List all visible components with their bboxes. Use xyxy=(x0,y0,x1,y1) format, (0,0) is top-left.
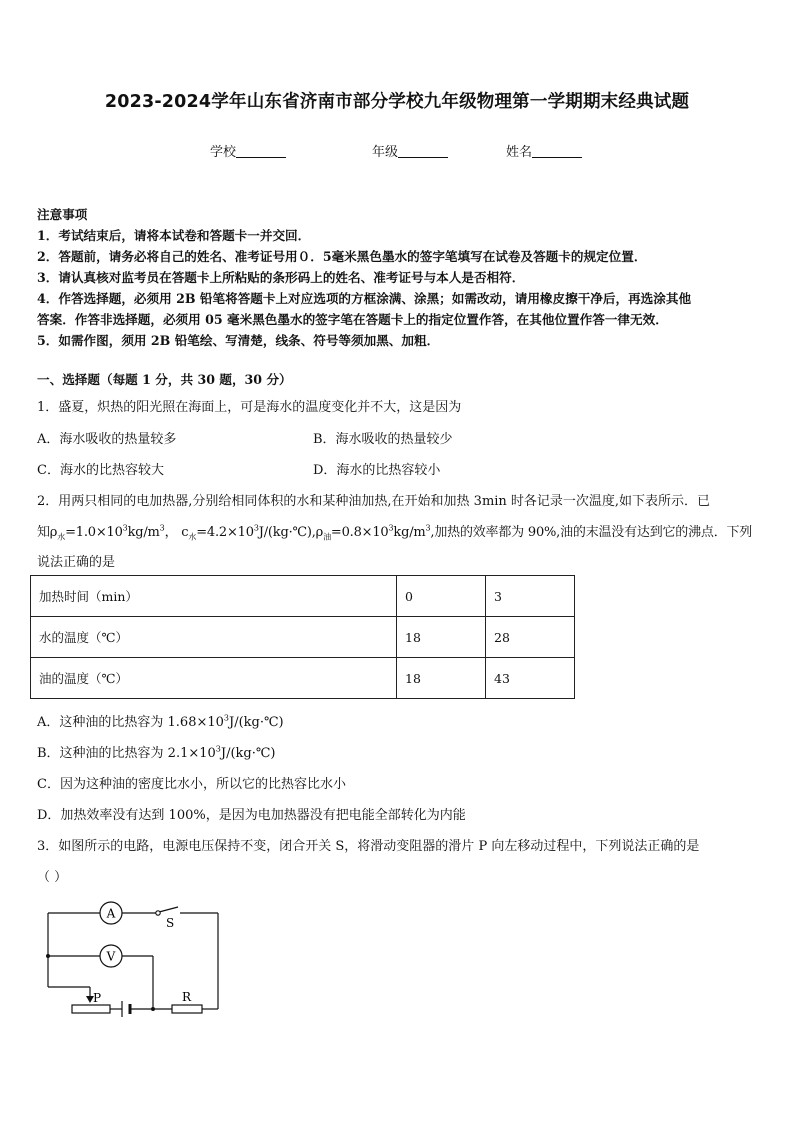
voltmeter-label: V xyxy=(106,949,116,964)
table-cell: 18 xyxy=(397,658,486,699)
junction-dot xyxy=(151,1007,155,1011)
q3-answer-bracket[interactable]: （ ） xyxy=(37,870,68,885)
q2-option-d[interactable]: D．加热效率没有达到 100%，是因为电加热器没有把电能全部转化为内能 xyxy=(37,808,466,823)
q1-option-c[interactable]: C．海水的比热容较大 xyxy=(37,463,164,478)
notice-item: 2．答题前，请务必将自己的姓名、准考证号用０．5毫米黑色墨水的签字笔填写在试卷及答题卡的规定位置． xyxy=(37,249,647,264)
junction-dot xyxy=(46,954,50,958)
q2-option-b[interactable]: B．这种油的比热容为 $2.1\times 10^3J/(kg\cdot℃)$ xyxy=(37,744,276,761)
notice-item: 5．如需作图，须用 2B 铅笔绘、写清楚，线条、符号等须加黑、加粗． xyxy=(37,333,440,348)
table-row xyxy=(31,576,575,617)
grade-field[interactable]: 年级 xyxy=(372,141,448,160)
notice-item: 答案．作答非选择题，必须用 05 毫米黑色墨水的签字笔在答题卡上的指定位置作答，在其他位置作答一律无效． xyxy=(37,312,668,327)
page-title: 2023-2024学年山东省济南市部分学校九年级物理第一学期期末经典试题 xyxy=(104,92,690,112)
table-cell: 油的温度（℃） xyxy=(31,658,397,699)
name-field[interactable]: 姓名 xyxy=(506,141,582,160)
notice-heading: 注意事项 xyxy=(37,207,88,222)
table-cell: 43 xyxy=(486,658,575,699)
table-row xyxy=(31,658,575,699)
data-table xyxy=(30,575,575,699)
slider-label: P xyxy=(93,991,102,1005)
section-heading: 一、选择题（每题 1 分，共 30 题，30 分） xyxy=(37,372,292,387)
table-cell: 28 xyxy=(486,617,575,658)
q1-option-b[interactable]: B．海水吸收的热量较少 xyxy=(313,432,453,447)
name-blank[interactable] xyxy=(532,144,582,158)
q1-stem: 1．盛夏，炽热的阳光照在海面上，可是海水的温度变化并不大，这是因为 xyxy=(37,400,462,415)
table-cell: 0 xyxy=(397,576,486,617)
notice-item: 3．请认真核对监考员在答题卡上所粘贴的条形码上的姓名、准考证号与本人是否相符． xyxy=(37,270,525,285)
switch-label: S xyxy=(166,916,175,930)
q2-stem-line1: 2．用两只相同的电加热器,分别给相同体积的水和某种油加热,在开始和加热 3min 时各记录一次温度,如下表所示．已 xyxy=(37,494,711,509)
q2-stem-line2: 知$\rho_水=1.0\times 10^3kg/m^3$， $c_水=4.2\times 10^3J/(kg\cdot℃),\rho_油=0.8\times 10^3kg/m^3$,加热的效率都为 90%,油的末温没有达到它的沸点．下列 xyxy=(37,523,753,542)
q1-option-a[interactable]: A．海水吸收的热量较多 xyxy=(37,432,177,447)
circuit-diagram xyxy=(40,895,230,1025)
q3-stem: 3．如图所示的电路，电源电压保持不变，闭合开关 S，将滑动变阻器的滑片 P 向左移动过程中，下列说法正确的是 xyxy=(37,839,700,854)
q2-option-a[interactable]: A．这种油的比热容为 $1.68\times 10^3J/(kg\cdot℃)$ xyxy=(37,713,284,730)
grade-blank[interactable] xyxy=(398,144,448,158)
notice-item: 1．考试结束后，请将本试卷和答题卡一并交回． xyxy=(37,228,311,243)
table-cell: 加热时间（min） xyxy=(31,576,397,617)
notice-item: 4．作答选择题，必须用 2B 铅笔将答题卡上对应选项的方框涂满、涂黑；如需改动，请用橡皮擦干净后，再选涂其他 xyxy=(37,291,692,306)
table-cell: 18 xyxy=(397,617,486,658)
q1-option-d[interactable]: D．海水的比热容较小 xyxy=(313,463,441,478)
q2-stem-line3: 说法正确的是 xyxy=(37,555,116,570)
resistor-label: R xyxy=(182,990,192,1004)
q2-option-c[interactable]: C．因为这种油的密度比水小，所以它的比热容比水小 xyxy=(37,777,346,792)
table-cell: 水的温度（℃） xyxy=(31,617,397,658)
switch-contact xyxy=(156,911,160,915)
school-field[interactable]: 学校 xyxy=(210,141,286,160)
table-cell: 3 xyxy=(486,576,575,617)
ammeter-label: A xyxy=(106,906,116,921)
table-row xyxy=(31,617,575,658)
school-blank[interactable] xyxy=(236,144,286,158)
